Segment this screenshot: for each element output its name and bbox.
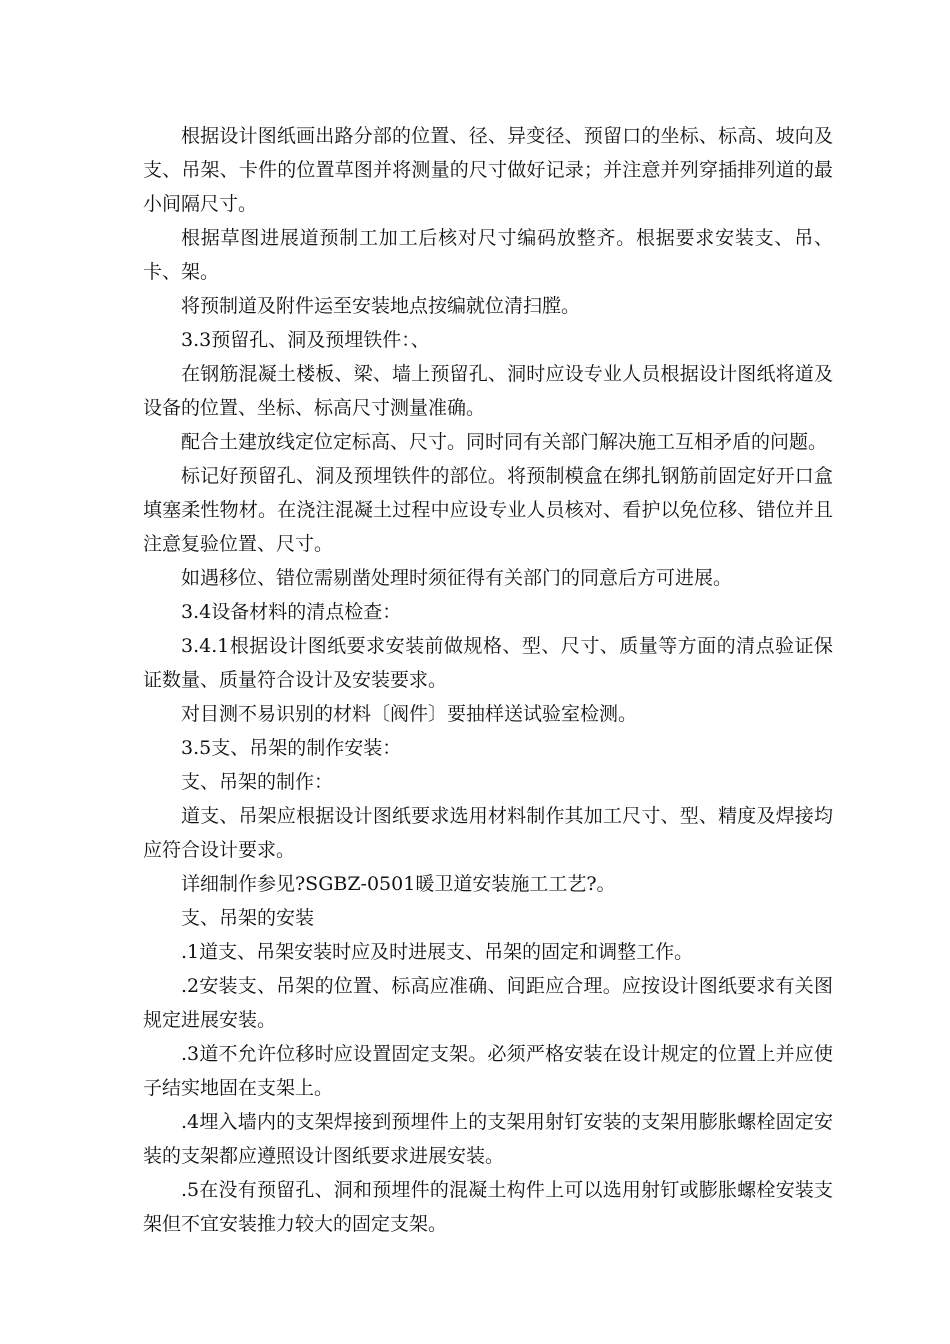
paragraph-11: 对目测不易识别的材料〔阀件〕要抽样送试验室检测。 xyxy=(181,703,638,725)
paragraph-7: 标记好预留孔、洞及预埋铁件的部位。将预制模盒在绑扎钢筋前固定好开口盒填塞柔性物材。在浇注混凝土过程中应设专业人员核对、看护以免位移、错位并且注意复验位置、尺寸。 xyxy=(143,465,833,555)
list-item-5: .5在没有预留孔、洞和预埋件的混凝土构件上可以选用射钉或膨胀螺栓安装支架但不宜安装推力较大的固定支架。 xyxy=(143,1179,833,1235)
section-heading-3-5: 3.5支、吊架的制作安装： xyxy=(181,737,402,759)
paragraph-2: 根据草图进展道预制工加工后核对尺寸编码放整齐。根据要求安装支、吊、卡、架。 xyxy=(143,227,833,283)
subheading-installation: 支、吊架的安装 xyxy=(181,907,315,929)
subheading-fabrication: 支、吊架的制作： xyxy=(181,771,334,793)
paragraph-15: 详细制作参见?SGBZ-0501暖卫道安装施工工艺?。 xyxy=(181,873,616,895)
paragraph-5: 在钢筋混凝土楼板、梁、墙上预留孔、洞时应设专业人员根据设计图纸将道及设备的位置、坐标、标高尺寸测量准确。 xyxy=(143,363,833,419)
list-item-4: .4埋入墙内的支架焊接到预埋件上的支架用射钉安装的支架用膨胀螺栓固定安装的支架都应遵照设计图纸要求进展安装。 xyxy=(143,1111,833,1167)
list-item-2: .2安装支、吊架的位置、标高应准确、间距应合理。应按设计图纸要求有关图规定进展安装。 xyxy=(143,975,833,1031)
paragraph-8: 如遇移位、错位需剔凿处理时须征得有关部门的同意后方可进展。 xyxy=(181,567,733,589)
paragraph-14: 道支、吊架应根据设计图纸要求选用材料制作其加工尺寸、型、精度及焊接均应符合设计要求。 xyxy=(143,805,833,861)
paragraph-3: 将预制道及附件运至安装地点按编就位清扫膛。 xyxy=(181,295,581,317)
paragraph-1: 根据设计图纸画出路分部的位置、径、异变径、预留口的坐标、标高、坡向及支、吊架、卡件的位置草图并将测量的尺寸做好记录；并注意并列穿插排列道的最小间隔尺寸。 xyxy=(143,125,833,215)
list-item-3: .3道不允许位移时应设置固定支架。必须严格安装在设计规定的位置上并应使子结实地固在支架上。 xyxy=(143,1043,833,1099)
document-body xyxy=(143,119,833,1241)
list-item-1: .1道支、吊架安装时应及时进展支、吊架的固定和调整工作。 xyxy=(181,941,694,963)
section-heading-3-4: 3.4设备材料的清点检查： xyxy=(181,601,402,623)
paragraph-6: 配合土建放线定位定标高、尺寸。同时同有关部门解决施工互相矛盾的问题。 xyxy=(181,431,828,453)
paragraph-10: 3.4.1根据设计图纸要求安装前做规格、型、尺寸、质量等方面的清点验证保证数量、质量符合设计及安装要求。 xyxy=(143,635,833,691)
section-heading-3-3: 3.3预留孔、洞及预埋铁件：、 xyxy=(181,329,430,351)
